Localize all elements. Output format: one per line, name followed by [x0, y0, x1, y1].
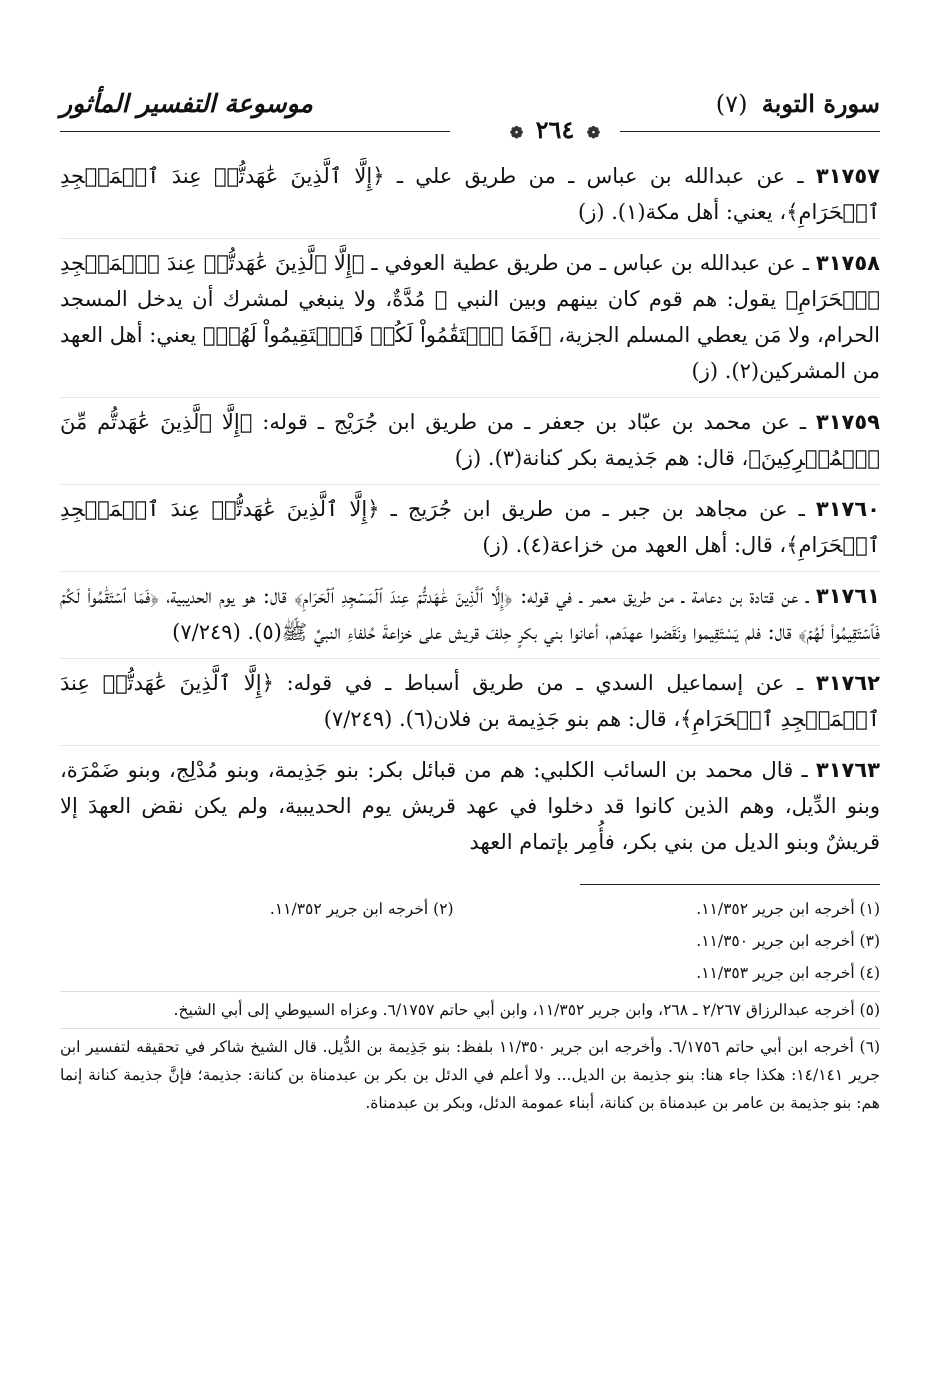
footnote-2: (٢) أخرجه ابن جرير ١١/٣٥٢.: [269, 900, 454, 918]
entry: [60, 152, 880, 239]
entry-text: ـ قال محمد بن السائب الكلبي: هم من قبائل بكر: بنو جَذِيمة، وبنو مُدْلِج، وبنو ضَمْرَة، وبنو الدِّيل، وهم الذين كانوا قد دخلوا في عهد قريش يوم الحديبية، ولم يكن نقض العهدَ إلا قريشٌ وبنو الديل من بني بكر، فأُمِر بإتمام العهد: [60, 758, 880, 854]
entry: [60, 746, 880, 868]
footnote-row: [60, 895, 880, 927]
page-number: ٢٦٤: [535, 115, 575, 144]
footnote-divider: [60, 991, 880, 992]
entry-number: ٣١٧٦١: [815, 584, 880, 608]
entry: [60, 572, 880, 659]
footnote-1: (١) أخرجه ابن جرير ١١/٣٥٢.: [696, 900, 880, 918]
entry-text: ـ عن عبدالله بن عباس ـ من طريق عطية العوفي ـ ﴿إِلَّا ٱلَّذِينَ عَٰهَدتُّمۡ عِندَ ٱلۡمَسۡجِدِ ٱلۡحَرَامِ﴾ يقول: هم قوم كان بينهم وبين النبي ﷺ مُدَّةٌ، ولا ينبغي لمشرك أن يدخل المسجد الحرام، ولا مَن يعطي المسلم الجزية، ﴿فَمَا ٱسۡتَقَٰمُواْ لَكُمۡ فَٱسۡتَقِيمُواْ لَهُمۡ﴾ يعني: أهل العهد من المشركين(٢). (ز): [60, 251, 880, 383]
entry-number: ٣١٧٦٣: [815, 758, 880, 782]
entry: [60, 239, 880, 398]
footnote-5: (٥) أخرجه عبدالرزاق ٢/٢٦٧ ـ ٢٦٨، وابن جرير ١١/٣٥٢، وابن أبي حاتم ٦/١٧٥٧. وعزاه السيوطي إلى أبي الشيخ.: [173, 1001, 880, 1019]
entry-text: ـ عن مجاهد بن جبر ـ من طريق ابن جُرَيج ـ ﴿إِلَّا ٱلَّذِينَ عَٰهَدتُّمۡ عِندَ ٱلۡمَسۡجِدِ ٱلۡحَرَامِ﴾، قال: أهل العهد من خزاعة(٤). (ز): [60, 497, 880, 557]
page-number-block: [502, 115, 608, 144]
entry-number: ٣١٧٥٧: [815, 164, 880, 188]
footnotes: [60, 895, 880, 1117]
surah-number: (٧): [715, 90, 748, 118]
entry-number: ٣١٧٦٢: [815, 671, 880, 695]
footnote-3: (٣) أخرجه ابن جرير ١١/٣٥٠.: [696, 932, 880, 950]
entry-text: ـ عن محمد بن عبّاد بن جعفر ـ من طريق ابن جُرَيْج ـ قوله: ﴿إِلَّا ٱلَّذِينَ عَٰهَدتُّم مِّنَ ٱلۡمُشۡرِكِينَ﴾، قال: هم جَذيمة بكر كنانة(٣). (ز): [60, 410, 880, 470]
footnote-6: (٦) أخرجه ابن أبي حاتم ٦/١٧٥٦. وأخرجه ابن جرير ١١/٣٥٠ بلفظ: بنو جَذِيمة بن الدُّيل. قال الشيخ شاكر في تحقيقه لتفسير ابن جرير ١٤/١٤١: هكذا جاء هنا: بنو جذيمة بن الديل... ولا أعلم في الدئل بن بكر بن عبدمناة بن كنانة: جذيمة؛ فإنَّ جذيمة كنانة إنما هم: بنو جذيمة بن عامر بن عبدمناة بن كنانة، أبناء عمومة الدئل، وبكر بن عبدمناة.: [60, 1038, 880, 1112]
header-rule-left: [60, 131, 450, 132]
entry-text: ـ عن عبدالله بن عباس ـ من طريق علي ـ ﴿إِلَّا ٱلَّذِينَ عَٰهَدتُّمۡ عِندَ ٱلۡمَسۡجِدِ ٱلۡحَرَامِ﴾، يعني: أهل مكة(١). (ز): [60, 164, 880, 224]
ornament-icon: ❁: [509, 123, 524, 142]
entry-text: ـ عن إسماعيل السدي ـ من طريق أسباط ـ في قوله: ﴿إِلَّا ٱلَّذِينَ عَٰهَدتُّمۡ عِندَ ٱلۡمَسۡجِدِ ٱلۡحَرَامِ﴾، قال: هم بنو جَذِيمة بن فلان(٦). (٧/٢٤٩): [60, 671, 880, 731]
surah-name: سورة التوبة: [761, 89, 880, 118]
entry-number: ٣١٧٥٨: [815, 251, 880, 275]
book-title: موسوعة التفسير المأثور: [60, 89, 313, 118]
entry: [60, 485, 880, 572]
entry-text: ـ عن قتادة بن دعامة ـ من طريق معمر ـ في قوله: ﴿إِلَّا ٱلَّذِينَ عَٰهَدتُّمۡ عِندَ ٱلۡمَسۡجِدِ ٱلۡحَرَامِ﴾ قال: هو يوم الحديبية، ﴿فَمَا ٱسۡتَقَٰمُواْ لَكُمۡ فَٱسۡتَقِيمُواْ لَهُمۡ﴾ قال: فلم يَسْتَقِيموا ونَقَضوا عهدَهم، أعانوا بني بكرٍ حِلفَ قريش على خزاعةَ حُلفاءِ النبيِّ ﷺ(٥). (٧/٢٤٩): [60, 584, 880, 644]
entry: [60, 659, 880, 746]
entry-number: ٣١٧٥٩: [815, 410, 880, 434]
footnote-separator: [580, 884, 880, 885]
running-header: [60, 78, 880, 118]
surah-title: [716, 89, 880, 118]
header-rule: [60, 115, 880, 144]
entries-list: [60, 152, 880, 868]
ornament-icon: ❁: [586, 123, 601, 142]
footnote-divider: [60, 1028, 880, 1029]
document-page: [60, 78, 880, 1121]
entry: [60, 398, 880, 485]
footnote-4: (٤) أخرجه ابن جرير ١١/٣٥٣.: [696, 964, 880, 982]
header-rule-right: [620, 131, 880, 132]
entry-number: ٣١٧٦٠: [815, 497, 880, 521]
